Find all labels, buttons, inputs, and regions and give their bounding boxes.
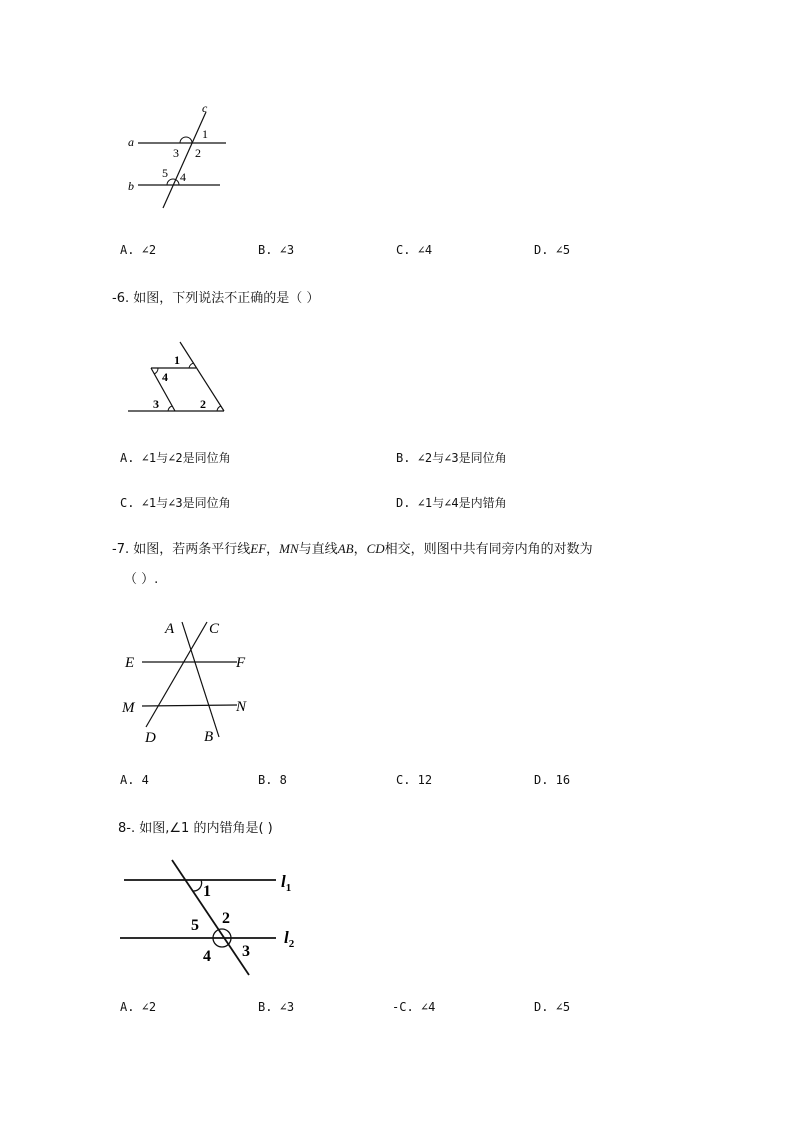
q8-option-c[interactable]: -C. ∠4	[392, 1000, 436, 1014]
q6-option-d[interactable]: D. ∠1与∠4是内错角	[396, 496, 507, 510]
q6-text: 如图，下列说法不正确的是（ ）	[133, 291, 320, 306]
q7-text-5: 相交，则图中共有同旁内角的对数为	[384, 542, 593, 557]
label-5: 5	[162, 166, 168, 180]
label-1: 1	[203, 883, 211, 900]
q7-option-a[interactable]: A. 4	[120, 773, 149, 787]
label-l1: $l_1$	[281, 872, 292, 894]
label-E: E	[125, 655, 135, 671]
label-M: M	[122, 700, 135, 716]
q7-option-b[interactable]: B. 8	[258, 773, 287, 787]
q7-mn: MN	[279, 541, 299, 556]
figure-q6	[125, 338, 235, 418]
figure-q7	[115, 614, 265, 749]
label-5: 5	[191, 917, 199, 934]
q7-stem	[112, 538, 593, 557]
label-a: a	[128, 135, 134, 149]
line-cd	[146, 622, 207, 727]
q5-option-b[interactable]: B. ∠3	[258, 243, 295, 257]
q8-stem	[118, 817, 273, 836]
figure-q5	[120, 100, 240, 215]
q5-option-c[interactable]: C. ∠4	[396, 243, 433, 257]
label-3: 3	[153, 397, 159, 411]
line-mn	[142, 705, 237, 706]
label-2: 2	[200, 397, 206, 411]
q7-number: -7.	[112, 542, 130, 557]
angle-arc-lower	[167, 179, 179, 185]
q6-number: -6.	[112, 291, 130, 306]
q6-option-a[interactable]: A. ∠1与∠2是同位角	[120, 451, 231, 465]
label-2: 2	[222, 910, 230, 927]
q7-text-3: 与直线	[298, 542, 338, 557]
line-ab	[182, 622, 219, 737]
q7-text-1: 如图，若两条平行线	[133, 542, 251, 557]
label-3: 3	[242, 943, 250, 960]
q7-cd: CD	[366, 541, 385, 556]
q7-ef: EF	[250, 541, 267, 556]
label-c: c	[202, 101, 208, 115]
q6-option-c[interactable]: C. ∠1与∠3是同位角	[120, 496, 231, 510]
q6-option-b[interactable]: B. ∠2与∠3是同位角	[396, 451, 507, 465]
angle-arc-4	[154, 368, 158, 374]
label-4: 4	[203, 948, 211, 965]
q5-option-a[interactable]: A. ∠2	[120, 243, 157, 257]
label-l2: $l_2$	[284, 928, 295, 950]
label-1: 1	[202, 127, 208, 141]
label-C: C	[209, 621, 220, 637]
q8-option-d[interactable]: D. ∠5	[534, 1000, 571, 1014]
figure-q8	[115, 855, 310, 980]
q5-option-d[interactable]: D. ∠5	[534, 243, 571, 257]
q7-stem-line2: （ ）.	[124, 572, 159, 587]
label-B: B	[204, 729, 214, 745]
q8-option-a[interactable]: A. ∠2	[120, 1000, 157, 1014]
label-4: 4	[162, 370, 168, 384]
label-4: 4	[180, 170, 186, 184]
label-2: 2	[195, 146, 201, 160]
label-3: 3	[173, 146, 179, 160]
q7-text-2: ，	[266, 542, 280, 557]
angle-arc-upper	[180, 137, 192, 143]
q7-ab: AB	[337, 541, 354, 556]
q8-text: 如图,∠1 的内错角是( )	[139, 821, 273, 836]
label-D: D	[145, 730, 156, 746]
label-N: N	[236, 699, 247, 715]
label-A: A	[165, 621, 175, 637]
label-b: b	[128, 179, 134, 193]
line-c	[163, 112, 206, 208]
q7-option-d[interactable]: D. 16	[534, 773, 571, 787]
q8-option-b[interactable]: B. ∠3	[258, 1000, 295, 1014]
q6-stem	[112, 287, 319, 306]
angle-arc-2	[217, 406, 221, 411]
q8-number: 8-.	[118, 821, 136, 836]
label-1: 1	[174, 353, 180, 367]
q7-option-c[interactable]: C. 12	[396, 773, 433, 787]
q7-text-4: ，	[353, 542, 367, 557]
angle-arc-1	[193, 880, 202, 891]
angle-arc-3	[168, 406, 172, 411]
label-F: F	[236, 655, 246, 671]
